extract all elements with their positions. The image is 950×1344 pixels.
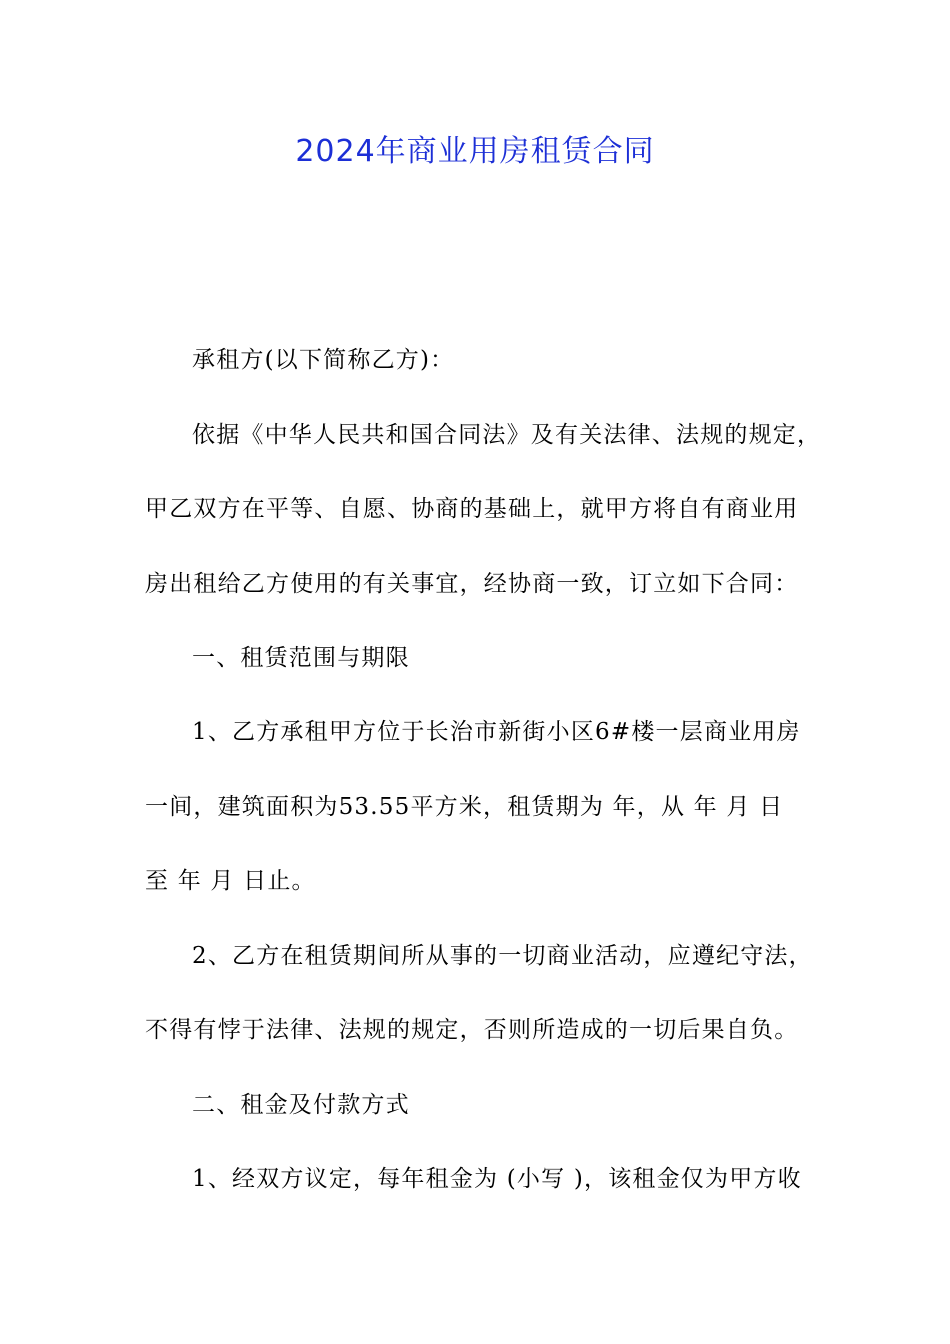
paragraph-line: 至 年 月 日止。 <box>145 868 316 894</box>
section-heading: 一、租赁范围与期限 <box>192 645 410 671</box>
section-heading: 二、租金及付款方式 <box>192 1092 410 1118</box>
paragraph-line: 1、经双方议定，每年租金为 (小写 )，该租金仅为甲方收 <box>192 1166 802 1192</box>
document-title: 2024年商业用房租赁合同 <box>295 134 655 169</box>
paragraph-line: 1、乙方承租甲方位于长治市新街小区6#楼一层商业用房 <box>192 719 801 745</box>
paragraph-line: 房出租给乙方使用的有关事宜，经协商一致，订立如下合同： <box>145 571 799 597</box>
paragraph-line: 不得有悖于法律、法规的规定，否则所造成的一切后果自负。 <box>145 1017 799 1043</box>
paragraph-line: 一间，建筑面积为53.55平方米，租赁期为 年，从 年 月 日 <box>145 794 784 820</box>
paragraph-line: 甲乙双方在平等、自愿、协商的基础上，就甲方将自有商业用 <box>145 496 799 522</box>
lessee-line: 承租方(以下简称乙方)： <box>192 347 455 373</box>
paragraph-line: 2、乙方在租赁期间所从事的一切商业活动，应遵纪守法， <box>192 943 813 969</box>
paragraph-line: 依据《中华人民共和国合同法》及有关法律、法规的规定， <box>192 422 822 448</box>
